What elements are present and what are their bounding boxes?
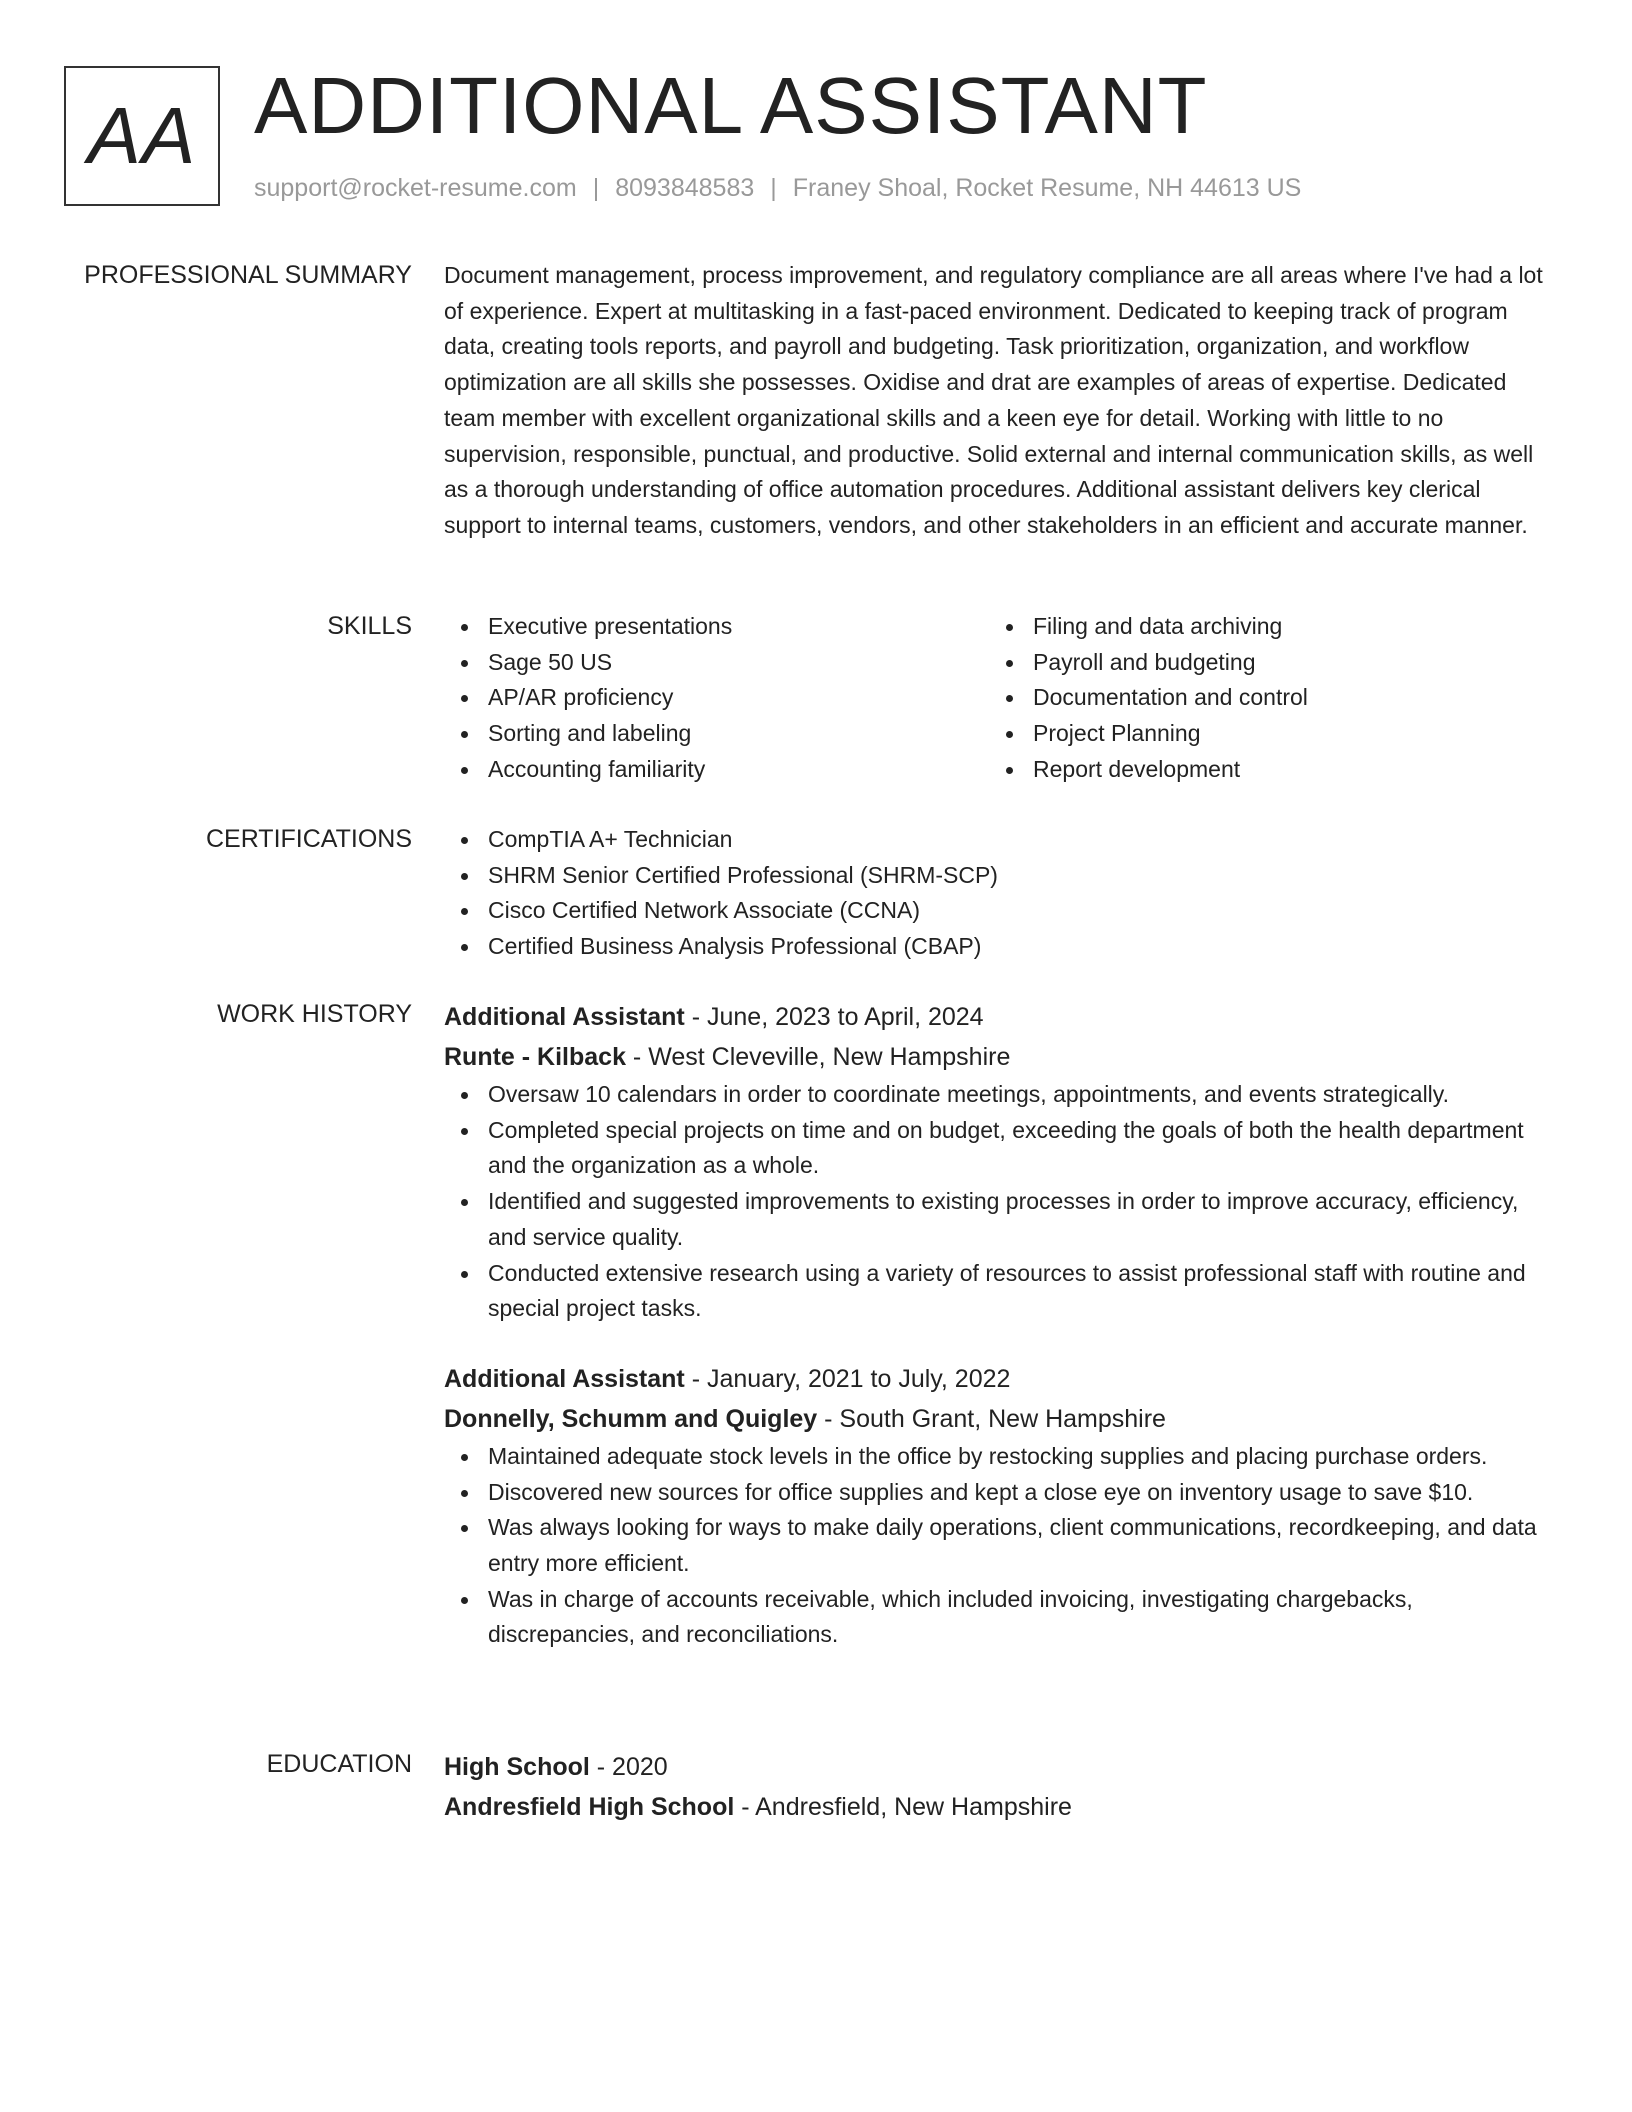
job-bullet-list	[444, 1439, 1554, 1653]
candidate-name: ADDITIONAL ASSISTANT	[254, 61, 1208, 150]
skills-list-left	[444, 609, 989, 788]
resume-header	[64, 61, 1564, 216]
job-entry	[444, 1359, 1554, 1653]
job-company: Donnelly, Schumm and Quigley	[444, 1404, 818, 1433]
job-company: Runte - Kilback	[444, 1043, 626, 1071]
contact-email[interactable]: support@rocket-resume.com	[254, 174, 577, 202]
skill-item: Filing and data archiving	[989, 609, 1534, 645]
job-title-line	[444, 997, 1554, 1037]
skill-item: Documentation and control	[989, 680, 1534, 716]
skill-item: Executive presentations	[444, 609, 989, 645]
education-location: - Andresfield, New Hampshire	[734, 1793, 1072, 1821]
job-entry	[444, 997, 1554, 1327]
summary-heading: PROFESSIONAL SUMMARY	[84, 261, 412, 289]
job-dates: - January, 2021 to July, 2022	[684, 1364, 1011, 1393]
skill-item: Report development	[989, 752, 1534, 788]
certifications-list	[444, 822, 1554, 965]
certification-item: Cisco Certified Network Associate (CCNA)	[444, 893, 1554, 929]
contact-address: Franey Shoal, Rocket Resume, NH 44613 US	[792, 174, 1302, 202]
contact-separator: |	[592, 174, 600, 202]
summary-text: Document management, process improvement, and regulatory compliance are all areas where I've had a lot of experience. Expert at multitasking in a fast-paced environment. Dedicated to keeping track of program data, creating tools reports, and payroll and budgeting. Task prioritization, organization, and workflow optimization are all skills she possesses. Oxidise and drat are examples of areas of expertise. Dedicated team member with excellent organizational skills and a keen eye for detail. Working with little to no supervision, responsible, punctual, and productive. Solid external and internal communication skills, as well as a thorough understanding of office automation procedures. Additional assistant delivers key clerical support to internal teams, customers, vendors, and other stakeholders in an efficient and accurate manner.	[444, 262, 1543, 538]
work-history-heading: WORK HISTORY	[217, 1000, 412, 1028]
skills-list-right	[989, 609, 1534, 788]
job-bullet: Identified and suggested improvements to existing processes in order to improve accuracy, efficiency, and service quality.	[444, 1184, 1554, 1255]
monogram-logo: AA	[64, 66, 220, 206]
job-company-line	[444, 1037, 1554, 1077]
skill-item: Accounting familiarity	[444, 752, 989, 788]
job-company-line	[444, 1399, 1554, 1439]
job-bullet: Was always looking for ways to make daily operations, client communications, recordkeeping, and data entry more efficient.	[444, 1510, 1554, 1581]
skill-item: Project Planning	[989, 716, 1534, 752]
education-degree: High School	[444, 1753, 590, 1781]
job-dates: - June, 2023 to April, 2024	[684, 1003, 984, 1031]
job-bullet: Conducted extensive research using a variety of resources to assist professional staff with routine and special project tasks.	[444, 1256, 1554, 1327]
job-role: Additional Assistant	[444, 1364, 685, 1393]
job-location: - South Grant, New Hampshire	[817, 1404, 1166, 1433]
job-bullet: Maintained adequate stock levels in the office by restocking supplies and placing purchase orders.	[444, 1439, 1554, 1475]
job-role: Additional Assistant	[444, 1003, 685, 1031]
contact-line	[254, 174, 1301, 203]
job-location: - West Cleveville, New Hampshire	[625, 1043, 1011, 1071]
certification-item: SHRM Senior Certified Professional (SHRM-SCP)	[444, 858, 1554, 894]
skill-item: Payroll and budgeting	[989, 645, 1534, 681]
skill-item: AP/AR proficiency	[444, 680, 989, 716]
job-bullet: Oversaw 10 calendars in order to coordinate meetings, appointments, and events strategically.	[444, 1077, 1554, 1113]
job-bullet: Discovered new sources for office supplies and kept a close eye on inventory usage to save $10.	[444, 1475, 1554, 1511]
job-bullet: Was in charge of accounts receivable, which included invoicing, investigating chargebacks, discrepancies, and reconciliations.	[444, 1582, 1554, 1653]
education-degree-line	[444, 1747, 1554, 1787]
job-title-line	[444, 1359, 1554, 1399]
education-school-line	[444, 1787, 1554, 1827]
certification-item: Certified Business Analysis Professional (CBAP)	[444, 929, 1554, 965]
education-heading: EDUCATION	[266, 1750, 412, 1778]
contact-separator: |	[770, 174, 777, 202]
education-year: - 2020	[589, 1753, 668, 1781]
education-school: Andresfield High School	[444, 1793, 735, 1821]
contact-phone[interactable]: 8093848583	[615, 174, 755, 202]
certification-item: CompTIA A+ Technician	[444, 822, 1554, 858]
certifications-heading: CERTIFICATIONS	[205, 825, 412, 853]
skills-heading: SKILLS	[327, 612, 412, 640]
job-bullet: Completed special projects on time and on budget, exceeding the goals of both the health department and the organization as a whole.	[444, 1113, 1554, 1184]
skill-item: Sorting and labeling	[444, 716, 989, 752]
skill-item: Sage 50 US	[444, 645, 989, 681]
job-bullet-list	[444, 1077, 1554, 1327]
